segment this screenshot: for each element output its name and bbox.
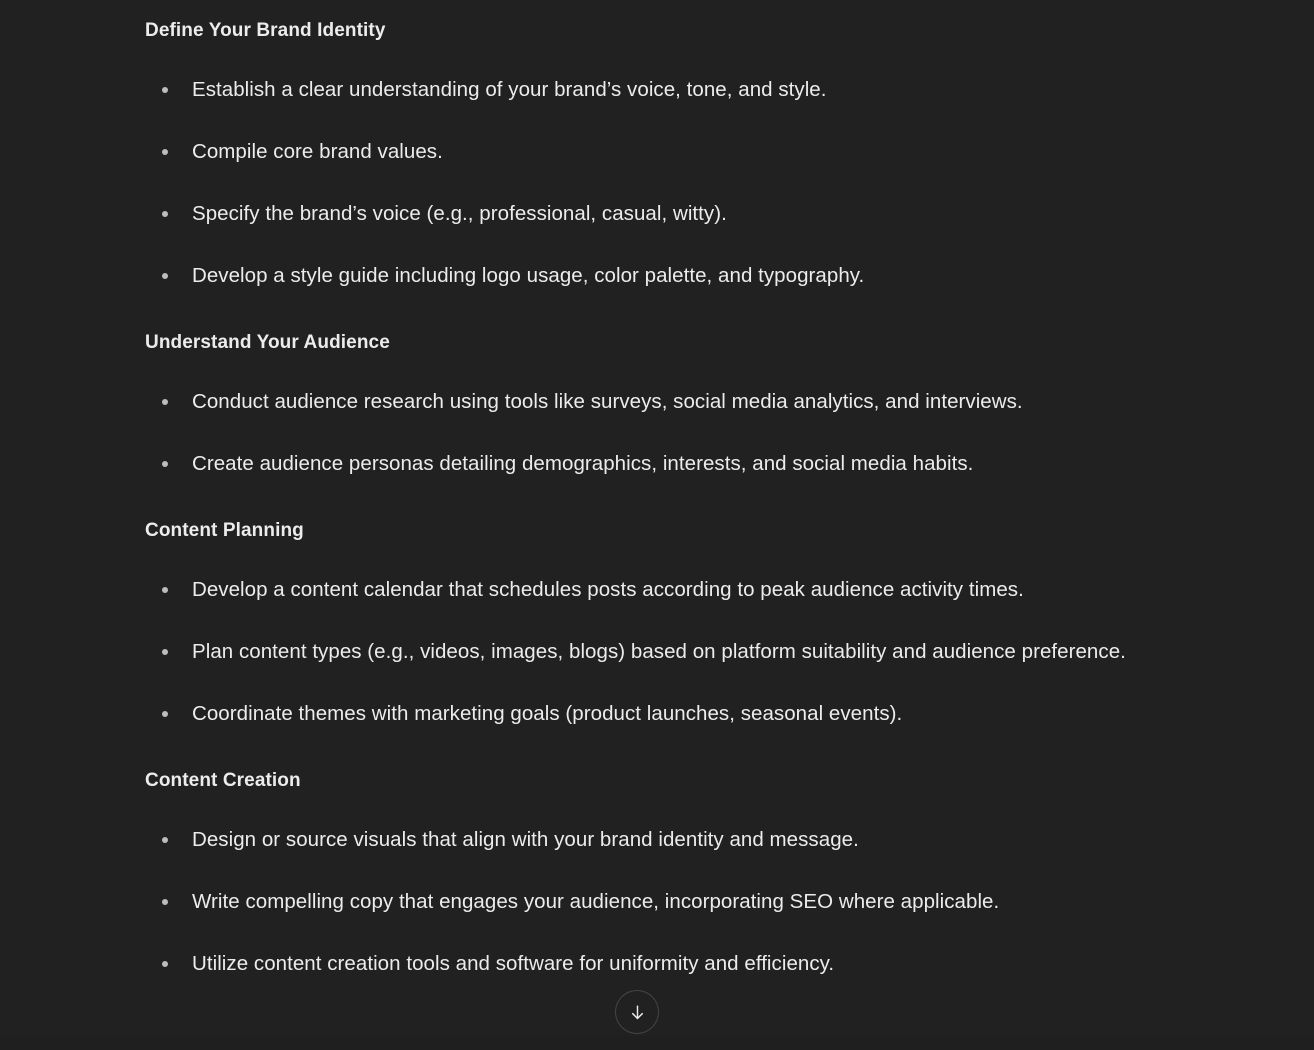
- list-item-text: Plan content types (e.g., videos, images, blogs) based on platform suitability and audience preference.: [192, 640, 1126, 663]
- arrow-down-icon: [628, 1003, 647, 1022]
- list-item-text: Establish a clear understanding of your brand’s voice, tone, and style.: [192, 78, 827, 101]
- list-item: [145, 448, 1204, 480]
- list-item: [145, 198, 1204, 230]
- section-heading: Content Planning: [145, 520, 304, 541]
- bullet-list: [145, 386, 1204, 480]
- list-item: [145, 386, 1204, 418]
- list-item-text: Write compelling copy that engages your audience, incorporating SEO where applicable.: [192, 890, 1000, 913]
- bullet-dot-icon: [162, 273, 168, 279]
- list-item-text: Utilize content creation tools and software for uniformity and efficiency.: [192, 952, 835, 975]
- list-item-text: Conduct audience research using tools like surveys, social media analytics, and interviews.: [192, 390, 1023, 413]
- bullet-list: [145, 824, 1204, 980]
- section-content-planning: [145, 518, 1204, 730]
- list-item-text: Coordinate themes with marketing goals (product launches, seasonal events).: [192, 702, 903, 725]
- list-item: [145, 574, 1204, 606]
- list-item: [145, 824, 1204, 856]
- bullet-dot-icon: [162, 649, 168, 655]
- section-understand-your-audience: [145, 330, 1204, 480]
- bullet-dot-icon: [162, 149, 168, 155]
- list-item: [145, 260, 1204, 292]
- bullet-dot-icon: [162, 711, 168, 717]
- section-heading: Define Your Brand Identity: [145, 20, 386, 41]
- list-item: [145, 948, 1204, 980]
- section-define-your-brand-identity: [145, 18, 1204, 292]
- list-item-text: Create audience personas detailing demographics, interests, and social media habits.: [192, 452, 974, 475]
- list-item-text: Develop a content calendar that schedules posts according to peak audience activity times.: [192, 578, 1024, 601]
- list-item-text: Compile core brand values.: [192, 140, 443, 163]
- bullet-dot-icon: [162, 87, 168, 93]
- section-heading: Understand Your Audience: [145, 332, 390, 353]
- bullet-dot-icon: [162, 399, 168, 405]
- bullet-dot-icon: [162, 837, 168, 843]
- list-item: [145, 136, 1204, 168]
- bullet-dot-icon: [162, 899, 168, 905]
- bullet-list: [145, 574, 1204, 730]
- list-item: [145, 698, 1204, 730]
- list-item: [145, 636, 1204, 668]
- section-content-creation: [145, 768, 1204, 980]
- bullet-dot-icon: [162, 961, 168, 967]
- scroll-to-bottom-button[interactable]: [615, 990, 659, 1034]
- bottom-edge-divider: [0, 1036, 1314, 1050]
- list-item: [145, 886, 1204, 918]
- list-item: [145, 74, 1204, 106]
- bullet-list: [145, 74, 1204, 292]
- bullet-dot-icon: [162, 587, 168, 593]
- section-heading: Content Creation: [145, 770, 301, 791]
- bullet-dot-icon: [162, 211, 168, 217]
- list-item-text: Specify the brand’s voice (e.g., professional, casual, witty).: [192, 202, 727, 225]
- list-item-text: Develop a style guide including logo usage, color palette, and typography.: [192, 264, 865, 287]
- bullet-dot-icon: [162, 461, 168, 467]
- list-item-text: Design or source visuals that align with your brand identity and message.: [192, 828, 859, 851]
